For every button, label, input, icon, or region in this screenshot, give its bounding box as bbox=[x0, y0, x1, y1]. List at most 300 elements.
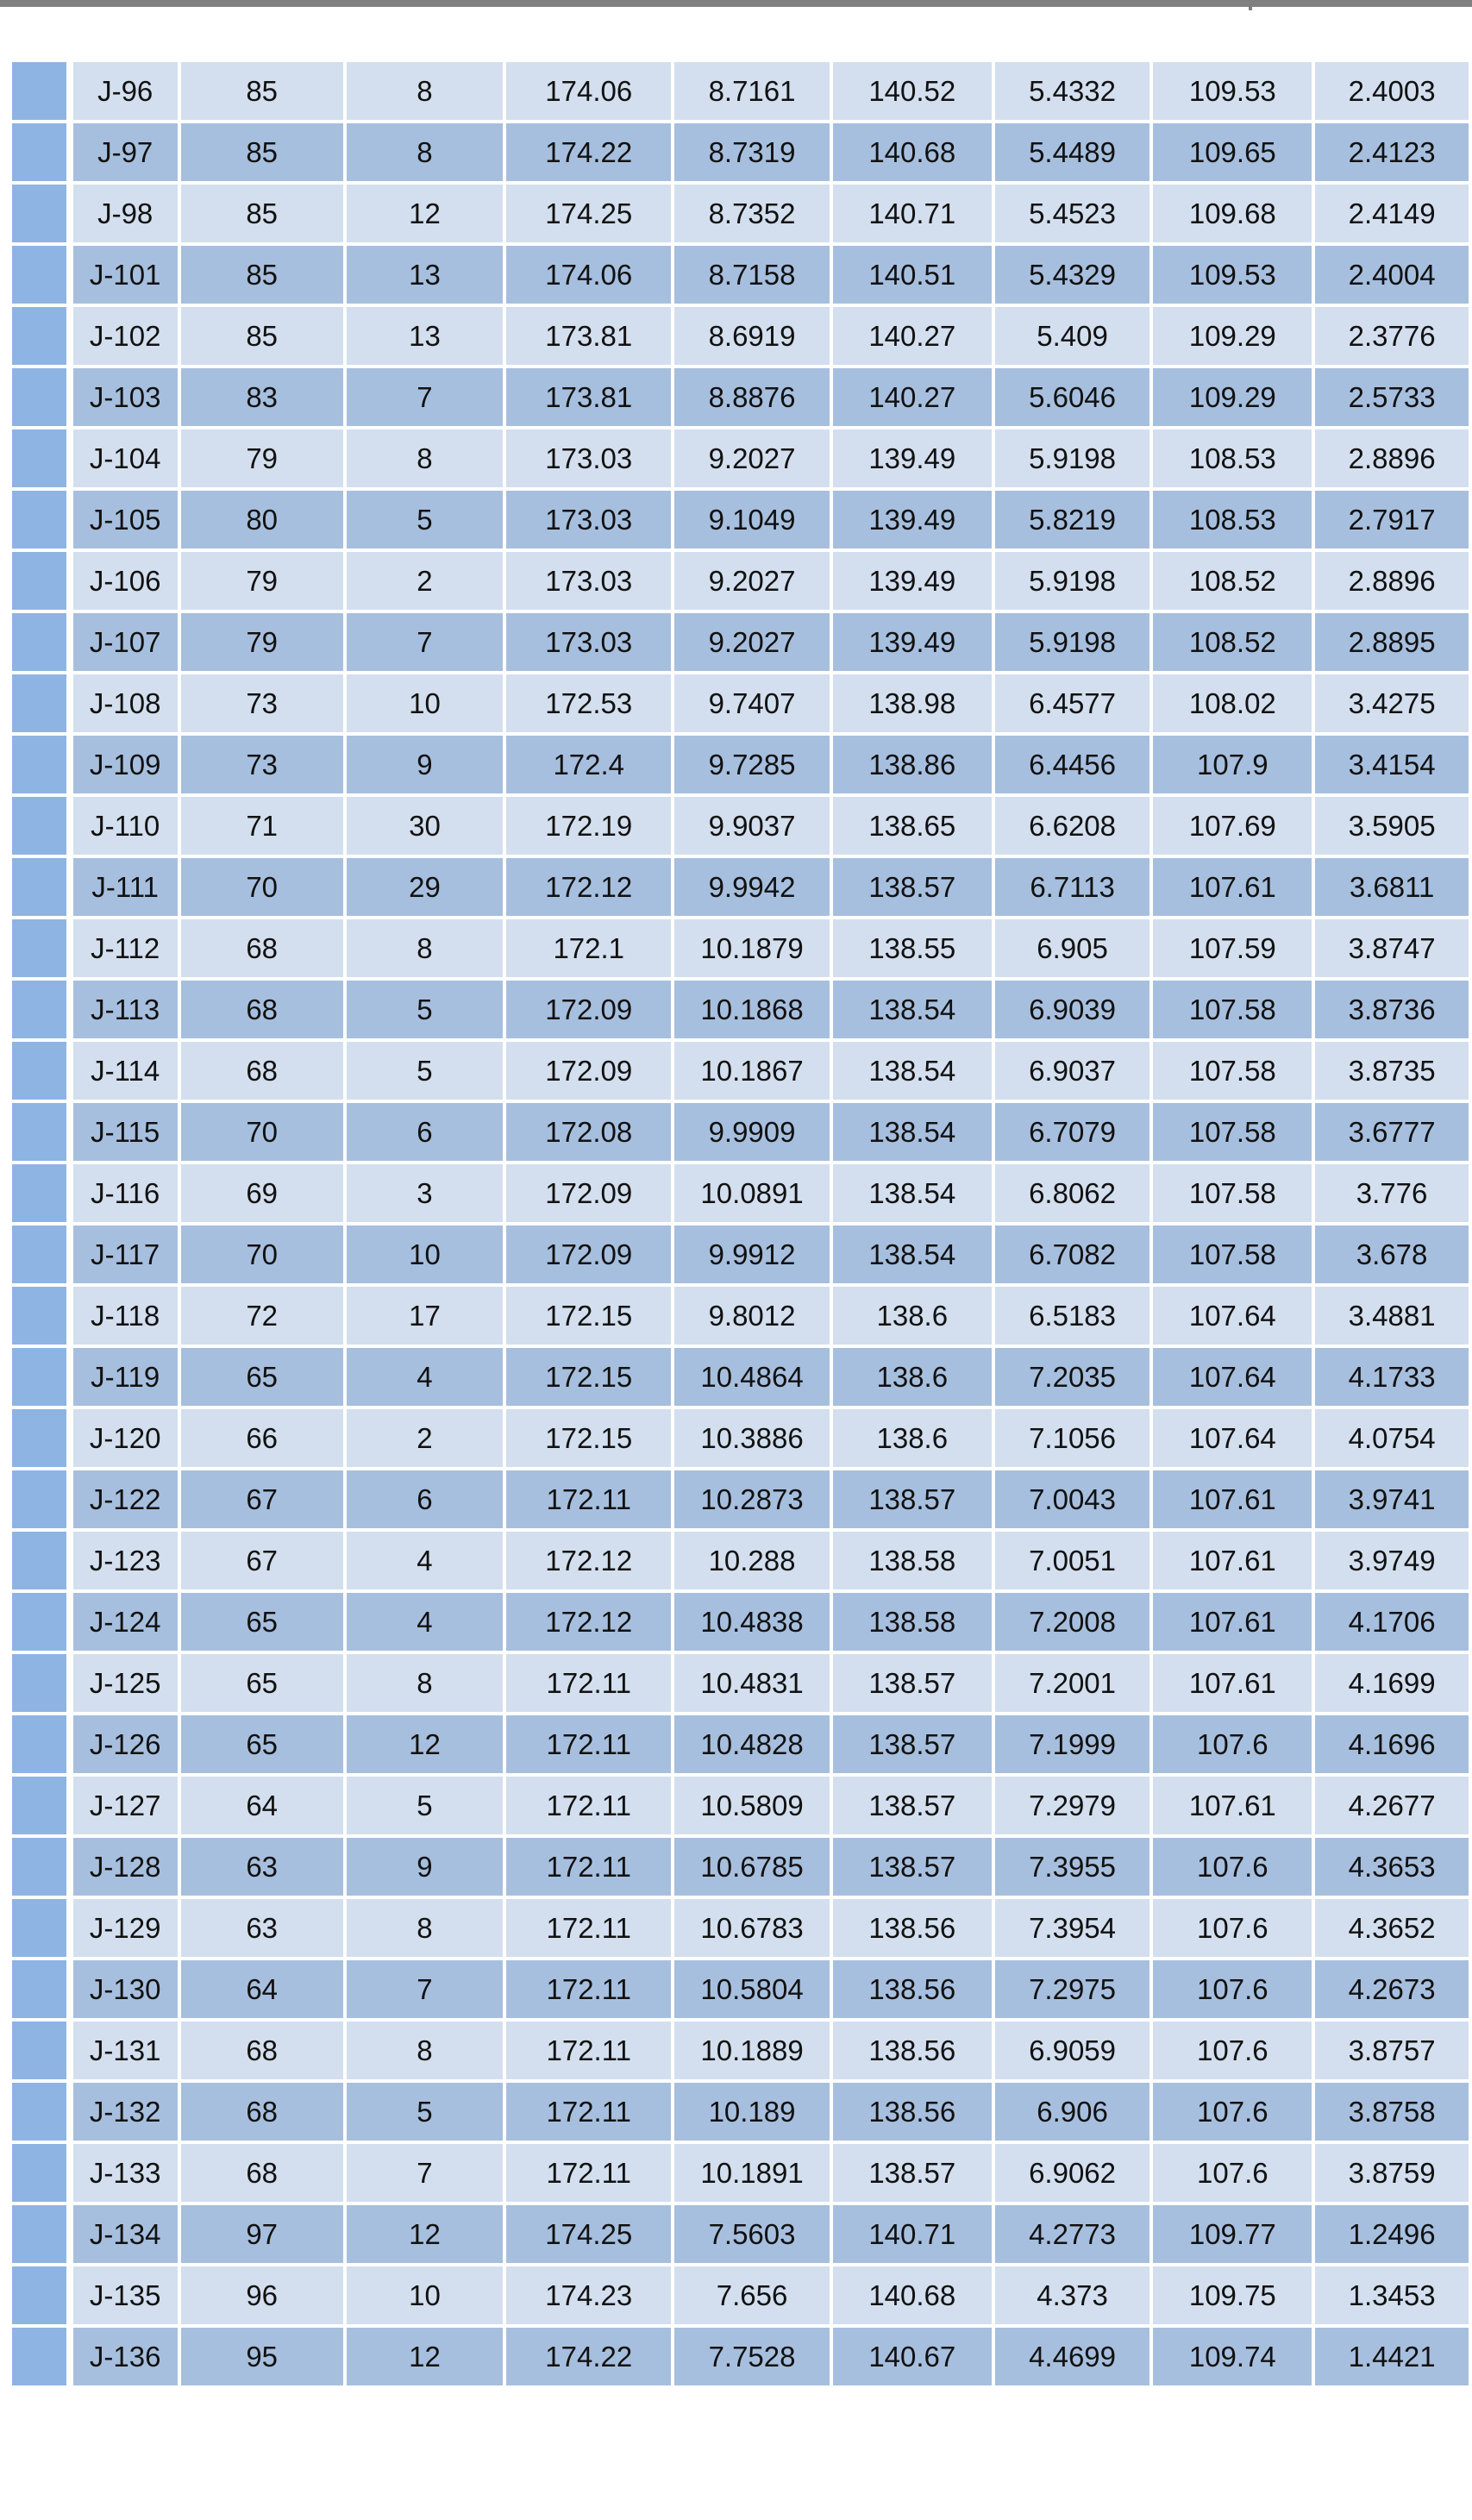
row-selector[interactable] bbox=[12, 1164, 66, 1222]
cell-hydraulic-grade-2: 139.49 bbox=[833, 613, 992, 671]
cell-elevation: 68 bbox=[181, 919, 343, 977]
cell-demand: 5 bbox=[347, 2083, 504, 2141]
cell-junction-id: J-129 bbox=[73, 1899, 178, 1957]
cell-pressure-3: 2.7917 bbox=[1315, 491, 1469, 549]
cell-hydraulic-grade-1: 172.19 bbox=[506, 797, 671, 855]
cell-hydraulic-grade-3: 107.58 bbox=[1153, 1226, 1312, 1283]
cell-junction-id: J-128 bbox=[73, 1838, 178, 1896]
row-selector[interactable] bbox=[12, 1777, 66, 1834]
cell-hydraulic-grade-3: 107.58 bbox=[1153, 1042, 1312, 1100]
cell-hydraulic-grade-1: 172.1 bbox=[506, 919, 671, 977]
row-selector[interactable] bbox=[12, 736, 66, 793]
cell-pressure-3: 2.8896 bbox=[1315, 552, 1469, 610]
cell-demand: 8 bbox=[347, 919, 504, 977]
cell-elevation: 85 bbox=[181, 246, 343, 304]
cell-elevation: 96 bbox=[181, 2266, 343, 2324]
row-selector[interactable] bbox=[12, 981, 66, 1038]
cell-hydraulic-grade-1: 172.11 bbox=[506, 2083, 671, 2141]
cell-demand: 10 bbox=[347, 2266, 504, 2324]
row-selector[interactable] bbox=[12, 1899, 66, 1957]
row-selector[interactable] bbox=[12, 491, 66, 549]
cell-hydraulic-grade-2: 138.56 bbox=[833, 1960, 992, 2018]
junction-table-container bbox=[9, 59, 1472, 2389]
cell-pressure-1: 9.9909 bbox=[674, 1103, 830, 1161]
cell-demand: 10 bbox=[347, 674, 504, 732]
cell-hydraulic-grade-3: 109.77 bbox=[1153, 2205, 1312, 2263]
cell-junction-id: J-130 bbox=[73, 1960, 178, 2018]
cell-hydraulic-grade-1: 172.12 bbox=[506, 1593, 671, 1651]
cell-pressure-1: 9.1049 bbox=[674, 491, 830, 549]
cell-hydraulic-grade-3: 109.29 bbox=[1153, 368, 1312, 426]
cell-hydraulic-grade-3: 107.61 bbox=[1153, 1654, 1312, 1712]
cell-elevation: 68 bbox=[181, 2022, 343, 2079]
row-selector[interactable] bbox=[12, 2205, 66, 2263]
cell-demand: 10 bbox=[347, 1226, 504, 1283]
cell-junction-id: J-115 bbox=[73, 1103, 178, 1161]
cell-hydraulic-grade-1: 172.15 bbox=[506, 1348, 671, 1406]
cell-hydraulic-grade-3: 107.6 bbox=[1153, 2022, 1312, 2079]
table-row bbox=[12, 1348, 1469, 1406]
cell-pressure-2: 7.0043 bbox=[995, 1470, 1150, 1528]
table-row bbox=[12, 2328, 1469, 2385]
cell-pressure-1: 10.5809 bbox=[674, 1777, 830, 1834]
table-row bbox=[12, 62, 1469, 120]
cell-junction-id: J-111 bbox=[73, 858, 178, 916]
cell-hydraulic-grade-3: 109.65 bbox=[1153, 123, 1312, 181]
table-row bbox=[12, 1593, 1469, 1651]
cell-pressure-2: 4.2773 bbox=[995, 2205, 1150, 2263]
cell-pressure-3: 3.6811 bbox=[1315, 858, 1469, 916]
row-selector[interactable] bbox=[12, 797, 66, 855]
cell-demand: 8 bbox=[347, 62, 504, 120]
table-row bbox=[12, 491, 1469, 549]
cell-pressure-2: 5.4523 bbox=[995, 185, 1150, 242]
cell-junction-id: J-135 bbox=[73, 2266, 178, 2324]
cell-demand: 4 bbox=[347, 1348, 504, 1406]
row-selector[interactable] bbox=[12, 307, 66, 365]
cell-hydraulic-grade-2: 138.55 bbox=[833, 919, 992, 977]
cell-hydraulic-grade-2: 140.27 bbox=[833, 307, 992, 365]
cell-hydraulic-grade-2: 138.54 bbox=[833, 1164, 992, 1222]
cell-hydraulic-grade-2: 138.54 bbox=[833, 981, 992, 1038]
table-row bbox=[12, 2083, 1469, 2141]
cell-hydraulic-grade-2: 140.52 bbox=[833, 62, 992, 120]
cell-pressure-3: 3.9741 bbox=[1315, 1470, 1469, 1528]
cell-demand: 4 bbox=[347, 1532, 504, 1589]
cell-pressure-2: 6.7082 bbox=[995, 1226, 1150, 1283]
cell-hydraulic-grade-1: 172.4 bbox=[506, 736, 671, 793]
cell-elevation: 64 bbox=[181, 1960, 343, 2018]
cell-junction-id: J-134 bbox=[73, 2205, 178, 2263]
cell-hydraulic-grade-2: 138.57 bbox=[833, 858, 992, 916]
cell-hydraulic-grade-1: 172.11 bbox=[506, 1715, 671, 1773]
cell-pressure-2: 5.8219 bbox=[995, 491, 1150, 549]
table-row bbox=[12, 2205, 1469, 2263]
table-row bbox=[12, 1470, 1469, 1528]
cell-hydraulic-grade-1: 172.53 bbox=[506, 674, 671, 732]
cell-hydraulic-grade-2: 140.71 bbox=[833, 2205, 992, 2263]
row-selector[interactable] bbox=[12, 1532, 66, 1589]
cell-pressure-2: 6.5183 bbox=[995, 1287, 1150, 1345]
cell-pressure-3: 2.8896 bbox=[1315, 429, 1469, 487]
cell-junction-id: J-105 bbox=[73, 491, 178, 549]
cell-hydraulic-grade-2: 138.6 bbox=[833, 1409, 992, 1467]
table-row bbox=[12, 981, 1469, 1038]
cell-pressure-1: 10.1867 bbox=[674, 1042, 830, 1100]
cell-demand: 12 bbox=[347, 2328, 504, 2385]
cell-pressure-2: 5.9198 bbox=[995, 429, 1150, 487]
cell-hydraulic-grade-3: 109.29 bbox=[1153, 307, 1312, 365]
cell-hydraulic-grade-3: 107.9 bbox=[1153, 736, 1312, 793]
cell-elevation: 85 bbox=[181, 307, 343, 365]
cell-pressure-3: 1.2496 bbox=[1315, 2205, 1469, 2263]
cell-junction-id: J-124 bbox=[73, 1593, 178, 1651]
cell-elevation: 64 bbox=[181, 1777, 343, 1834]
table-row bbox=[12, 736, 1469, 793]
row-selector[interactable] bbox=[12, 246, 66, 304]
cell-pressure-3: 1.3453 bbox=[1315, 2266, 1469, 2324]
table-row bbox=[12, 1654, 1469, 1712]
cell-elevation: 83 bbox=[181, 368, 343, 426]
cell-hydraulic-grade-2: 140.51 bbox=[833, 246, 992, 304]
cell-elevation: 70 bbox=[181, 858, 343, 916]
cell-elevation: 65 bbox=[181, 1593, 343, 1651]
cell-junction-id: J-114 bbox=[73, 1042, 178, 1100]
cell-hydraulic-grade-3: 107.6 bbox=[1153, 1715, 1312, 1773]
cell-pressure-2: 7.2035 bbox=[995, 1348, 1150, 1406]
row-selector[interactable] bbox=[12, 613, 66, 671]
row-selector[interactable] bbox=[12, 1348, 66, 1406]
cell-demand: 7 bbox=[347, 1960, 504, 2018]
cell-junction-id: J-117 bbox=[73, 1226, 178, 1283]
cell-hydraulic-grade-3: 107.6 bbox=[1153, 1838, 1312, 1896]
cell-elevation: 85 bbox=[181, 185, 343, 242]
table-row bbox=[12, 368, 1469, 426]
cell-pressure-3: 2.4004 bbox=[1315, 246, 1469, 304]
row-selector[interactable] bbox=[12, 123, 66, 181]
cell-hydraulic-grade-3: 107.58 bbox=[1153, 1103, 1312, 1161]
cell-elevation: 70 bbox=[181, 1226, 343, 1283]
row-selector[interactable] bbox=[12, 2144, 66, 2202]
cell-junction-id: J-102 bbox=[73, 307, 178, 365]
cell-elevation: 63 bbox=[181, 1899, 343, 1957]
cell-pressure-3: 2.4003 bbox=[1315, 62, 1469, 120]
cell-junction-id: J-118 bbox=[73, 1287, 178, 1345]
cell-hydraulic-grade-3: 107.58 bbox=[1153, 981, 1312, 1038]
row-selector[interactable] bbox=[12, 2266, 66, 2324]
cell-hydraulic-grade-1: 172.11 bbox=[506, 1654, 671, 1712]
cell-elevation: 71 bbox=[181, 797, 343, 855]
cell-pressure-3: 3.6777 bbox=[1315, 1103, 1469, 1161]
table-row bbox=[12, 613, 1469, 671]
table-row bbox=[12, 919, 1469, 977]
cell-pressure-3: 3.776 bbox=[1315, 1164, 1469, 1222]
row-selector[interactable] bbox=[12, 2328, 66, 2385]
cell-hydraulic-grade-1: 174.25 bbox=[506, 185, 671, 242]
cell-hydraulic-grade-2: 138.65 bbox=[833, 797, 992, 855]
cell-hydraulic-grade-1: 172.08 bbox=[506, 1103, 671, 1161]
cell-hydraulic-grade-1: 172.11 bbox=[506, 1470, 671, 1528]
cell-junction-id: J-131 bbox=[73, 2022, 178, 2079]
cell-pressure-3: 3.678 bbox=[1315, 1226, 1469, 1283]
cell-hydraulic-grade-1: 172.11 bbox=[506, 2144, 671, 2202]
cell-junction-id: J-96 bbox=[73, 62, 178, 120]
cell-hydraulic-grade-1: 172.11 bbox=[506, 1899, 671, 1957]
cell-demand: 2 bbox=[347, 552, 504, 610]
cell-pressure-3: 3.4275 bbox=[1315, 674, 1469, 732]
cell-elevation: 65 bbox=[181, 1654, 343, 1712]
cell-pressure-2: 7.3954 bbox=[995, 1899, 1150, 1957]
table-row bbox=[12, 1838, 1469, 1896]
cell-pressure-1: 8.6919 bbox=[674, 307, 830, 365]
cell-demand: 8 bbox=[347, 123, 504, 181]
table-row bbox=[12, 2022, 1469, 2079]
row-selector[interactable] bbox=[12, 2083, 66, 2141]
cell-pressure-3: 2.4123 bbox=[1315, 123, 1469, 181]
top-rule-mark bbox=[1249, 0, 1252, 10]
cell-pressure-2: 6.9039 bbox=[995, 981, 1150, 1038]
cell-demand: 9 bbox=[347, 736, 504, 793]
cell-junction-id: J-133 bbox=[73, 2144, 178, 2202]
row-selector[interactable] bbox=[12, 919, 66, 977]
cell-pressure-2: 7.1056 bbox=[995, 1409, 1150, 1467]
cell-demand: 17 bbox=[347, 1287, 504, 1345]
cell-elevation: 67 bbox=[181, 1532, 343, 1589]
row-selector[interactable] bbox=[12, 62, 66, 120]
cell-hydraulic-grade-1: 172.11 bbox=[506, 1777, 671, 1834]
cell-demand: 5 bbox=[347, 491, 504, 549]
cell-elevation: 73 bbox=[181, 674, 343, 732]
cell-elevation: 63 bbox=[181, 1838, 343, 1896]
cell-elevation: 79 bbox=[181, 613, 343, 671]
cell-demand: 13 bbox=[347, 307, 504, 365]
row-selector[interactable] bbox=[12, 674, 66, 732]
cell-demand: 8 bbox=[347, 429, 504, 487]
table-row bbox=[12, 2144, 1469, 2202]
cell-elevation: 68 bbox=[181, 2144, 343, 2202]
table-row bbox=[12, 1226, 1469, 1283]
table-row bbox=[12, 552, 1469, 610]
cell-demand: 8 bbox=[347, 2022, 504, 2079]
cell-demand: 30 bbox=[347, 797, 504, 855]
cell-hydraulic-grade-2: 138.6 bbox=[833, 1287, 992, 1345]
cell-pressure-2: 5.4489 bbox=[995, 123, 1150, 181]
cell-hydraulic-grade-3: 109.74 bbox=[1153, 2328, 1312, 2385]
table-row bbox=[12, 1715, 1469, 1773]
cell-elevation: 68 bbox=[181, 981, 343, 1038]
cell-hydraulic-grade-3: 108.53 bbox=[1153, 429, 1312, 487]
cell-elevation: 65 bbox=[181, 1348, 343, 1406]
cell-hydraulic-grade-2: 138.56 bbox=[833, 1899, 992, 1957]
cell-pressure-2: 4.4699 bbox=[995, 2328, 1150, 2385]
row-selector[interactable] bbox=[12, 2022, 66, 2079]
cell-junction-id: J-126 bbox=[73, 1715, 178, 1773]
table-row bbox=[12, 797, 1469, 855]
cell-pressure-2: 6.6208 bbox=[995, 797, 1150, 855]
cell-hydraulic-grade-1: 174.23 bbox=[506, 2266, 671, 2324]
cell-pressure-1: 10.6785 bbox=[674, 1838, 830, 1896]
row-selector[interactable] bbox=[12, 1838, 66, 1896]
cell-demand: 6 bbox=[347, 1470, 504, 1528]
cell-pressure-1: 8.7158 bbox=[674, 246, 830, 304]
cell-pressure-3: 3.8736 bbox=[1315, 981, 1469, 1038]
cell-pressure-1: 10.1889 bbox=[674, 2022, 830, 2079]
cell-pressure-1: 9.8012 bbox=[674, 1287, 830, 1345]
row-selector[interactable] bbox=[12, 185, 66, 242]
cell-pressure-2: 6.9037 bbox=[995, 1042, 1150, 1100]
cell-pressure-2: 5.4329 bbox=[995, 246, 1150, 304]
cell-demand: 12 bbox=[347, 185, 504, 242]
cell-pressure-1: 10.4838 bbox=[674, 1593, 830, 1651]
cell-hydraulic-grade-2: 138.56 bbox=[833, 2022, 992, 2079]
cell-demand: 7 bbox=[347, 613, 504, 671]
cell-pressure-2: 6.9059 bbox=[995, 2022, 1150, 2079]
row-selector[interactable] bbox=[12, 1654, 66, 1712]
row-selector[interactable] bbox=[12, 368, 66, 426]
cell-junction-id: J-132 bbox=[73, 2083, 178, 2141]
cell-pressure-3: 3.8747 bbox=[1315, 919, 1469, 977]
cell-pressure-2: 6.9062 bbox=[995, 2144, 1150, 2202]
row-selector[interactable] bbox=[12, 1715, 66, 1773]
cell-pressure-1: 9.9942 bbox=[674, 858, 830, 916]
cell-junction-id: J-136 bbox=[73, 2328, 178, 2385]
cell-pressure-1: 7.7528 bbox=[674, 2328, 830, 2385]
cell-hydraulic-grade-3: 107.6 bbox=[1153, 2083, 1312, 2141]
cell-junction-id: J-125 bbox=[73, 1654, 178, 1712]
cell-hydraulic-grade-1: 173.03 bbox=[506, 552, 671, 610]
cell-hydraulic-grade-3: 109.75 bbox=[1153, 2266, 1312, 2324]
cell-hydraulic-grade-1: 173.03 bbox=[506, 491, 671, 549]
cell-hydraulic-grade-2: 138.54 bbox=[833, 1103, 992, 1161]
cell-pressure-1: 8.8876 bbox=[674, 368, 830, 426]
cell-hydraulic-grade-2: 139.49 bbox=[833, 552, 992, 610]
cell-demand: 29 bbox=[347, 858, 504, 916]
cell-pressure-1: 10.5804 bbox=[674, 1960, 830, 2018]
cell-demand: 7 bbox=[347, 2144, 504, 2202]
cell-hydraulic-grade-3: 107.61 bbox=[1153, 1777, 1312, 1834]
row-selector[interactable] bbox=[12, 858, 66, 916]
cell-hydraulic-grade-1: 172.09 bbox=[506, 1042, 671, 1100]
cell-pressure-3: 4.0754 bbox=[1315, 1409, 1469, 1467]
cell-demand: 7 bbox=[347, 368, 504, 426]
cell-junction-id: J-119 bbox=[73, 1348, 178, 1406]
cell-pressure-2: 7.2975 bbox=[995, 1960, 1150, 2018]
cell-hydraulic-grade-3: 107.58 bbox=[1153, 1164, 1312, 1222]
cell-hydraulic-grade-2: 138.58 bbox=[833, 1593, 992, 1651]
cell-hydraulic-grade-3: 107.69 bbox=[1153, 797, 1312, 855]
cell-pressure-2: 5.9198 bbox=[995, 552, 1150, 610]
cell-junction-id: J-113 bbox=[73, 981, 178, 1038]
cell-pressure-1: 10.189 bbox=[674, 2083, 830, 2141]
cell-pressure-3: 4.3653 bbox=[1315, 1838, 1469, 1896]
row-selector[interactable] bbox=[12, 552, 66, 610]
row-selector[interactable] bbox=[12, 429, 66, 487]
row-selector[interactable] bbox=[12, 1042, 66, 1100]
cell-hydraulic-grade-2: 138.54 bbox=[833, 1042, 992, 1100]
cell-demand: 3 bbox=[347, 1164, 504, 1222]
cell-hydraulic-grade-2: 138.58 bbox=[833, 1532, 992, 1589]
cell-elevation: 79 bbox=[181, 552, 343, 610]
cell-junction-id: J-108 bbox=[73, 674, 178, 732]
cell-pressure-2: 6.905 bbox=[995, 919, 1150, 977]
cell-hydraulic-grade-3: 107.6 bbox=[1153, 1960, 1312, 2018]
cell-pressure-1: 10.4831 bbox=[674, 1654, 830, 1712]
cell-elevation: 85 bbox=[181, 62, 343, 120]
cell-hydraulic-grade-2: 139.49 bbox=[833, 429, 992, 487]
cell-junction-id: J-127 bbox=[73, 1777, 178, 1834]
cell-hydraulic-grade-1: 174.06 bbox=[506, 246, 671, 304]
cell-pressure-3: 3.8735 bbox=[1315, 1042, 1469, 1100]
table-row bbox=[12, 429, 1469, 487]
cell-hydraulic-grade-2: 138.57 bbox=[833, 1654, 992, 1712]
cell-hydraulic-grade-2: 138.56 bbox=[833, 2083, 992, 2141]
row-selector[interactable] bbox=[12, 1470, 66, 1528]
cell-pressure-1: 7.5603 bbox=[674, 2205, 830, 2263]
cell-pressure-2: 6.4577 bbox=[995, 674, 1150, 732]
cell-hydraulic-grade-3: 107.61 bbox=[1153, 1532, 1312, 1589]
row-selector[interactable] bbox=[12, 1103, 66, 1161]
cell-pressure-3: 3.4154 bbox=[1315, 736, 1469, 793]
cell-hydraulic-grade-3: 107.64 bbox=[1153, 1287, 1312, 1345]
cell-pressure-2: 5.409 bbox=[995, 307, 1150, 365]
cell-hydraulic-grade-1: 174.25 bbox=[506, 2205, 671, 2263]
cell-pressure-3: 2.3776 bbox=[1315, 307, 1469, 365]
cell-pressure-1: 10.6783 bbox=[674, 1899, 830, 1957]
cell-pressure-3: 4.2673 bbox=[1315, 1960, 1469, 2018]
cell-hydraulic-grade-2: 138.98 bbox=[833, 674, 992, 732]
cell-demand: 12 bbox=[347, 2205, 504, 2263]
cell-hydraulic-grade-1: 172.12 bbox=[506, 1532, 671, 1589]
cell-hydraulic-grade-2: 138.57 bbox=[833, 1470, 992, 1528]
cell-hydraulic-grade-1: 173.81 bbox=[506, 307, 671, 365]
table-row bbox=[12, 1899, 1469, 1957]
cell-hydraulic-grade-2: 139.49 bbox=[833, 491, 992, 549]
cell-pressure-2: 6.7079 bbox=[995, 1103, 1150, 1161]
table-row bbox=[12, 674, 1469, 732]
cell-junction-id: J-97 bbox=[73, 123, 178, 181]
cell-hydraulic-grade-2: 138.57 bbox=[833, 1715, 992, 1773]
row-selector[interactable] bbox=[12, 1960, 66, 2018]
cell-pressure-3: 4.3652 bbox=[1315, 1899, 1469, 1957]
cell-demand: 5 bbox=[347, 1777, 504, 1834]
cell-junction-id: J-120 bbox=[73, 1409, 178, 1467]
table-row bbox=[12, 858, 1469, 916]
row-selector[interactable] bbox=[12, 1409, 66, 1467]
table-row bbox=[12, 1042, 1469, 1100]
cell-pressure-1: 10.4828 bbox=[674, 1715, 830, 1773]
cell-pressure-1: 7.656 bbox=[674, 2266, 830, 2324]
cell-pressure-3: 3.9749 bbox=[1315, 1532, 1469, 1589]
cell-junction-id: J-123 bbox=[73, 1532, 178, 1589]
cell-pressure-2: 5.9198 bbox=[995, 613, 1150, 671]
cell-pressure-1: 8.7161 bbox=[674, 62, 830, 120]
row-selector[interactable] bbox=[12, 1226, 66, 1283]
table-row bbox=[12, 1287, 1469, 1345]
row-selector[interactable] bbox=[12, 1593, 66, 1651]
cell-pressure-1: 10.4864 bbox=[674, 1348, 830, 1406]
cell-elevation: 68 bbox=[181, 1042, 343, 1100]
cell-hydraulic-grade-1: 173.03 bbox=[506, 429, 671, 487]
cell-pressure-3: 4.2677 bbox=[1315, 1777, 1469, 1834]
cell-junction-id: J-106 bbox=[73, 552, 178, 610]
cell-elevation: 95 bbox=[181, 2328, 343, 2385]
cell-pressure-2: 7.0051 bbox=[995, 1532, 1150, 1589]
table-row bbox=[12, 1777, 1469, 1834]
table-row bbox=[12, 185, 1469, 242]
row-selector[interactable] bbox=[12, 1287, 66, 1345]
cell-pressure-1: 9.7285 bbox=[674, 736, 830, 793]
cell-hydraulic-grade-3: 109.68 bbox=[1153, 185, 1312, 242]
